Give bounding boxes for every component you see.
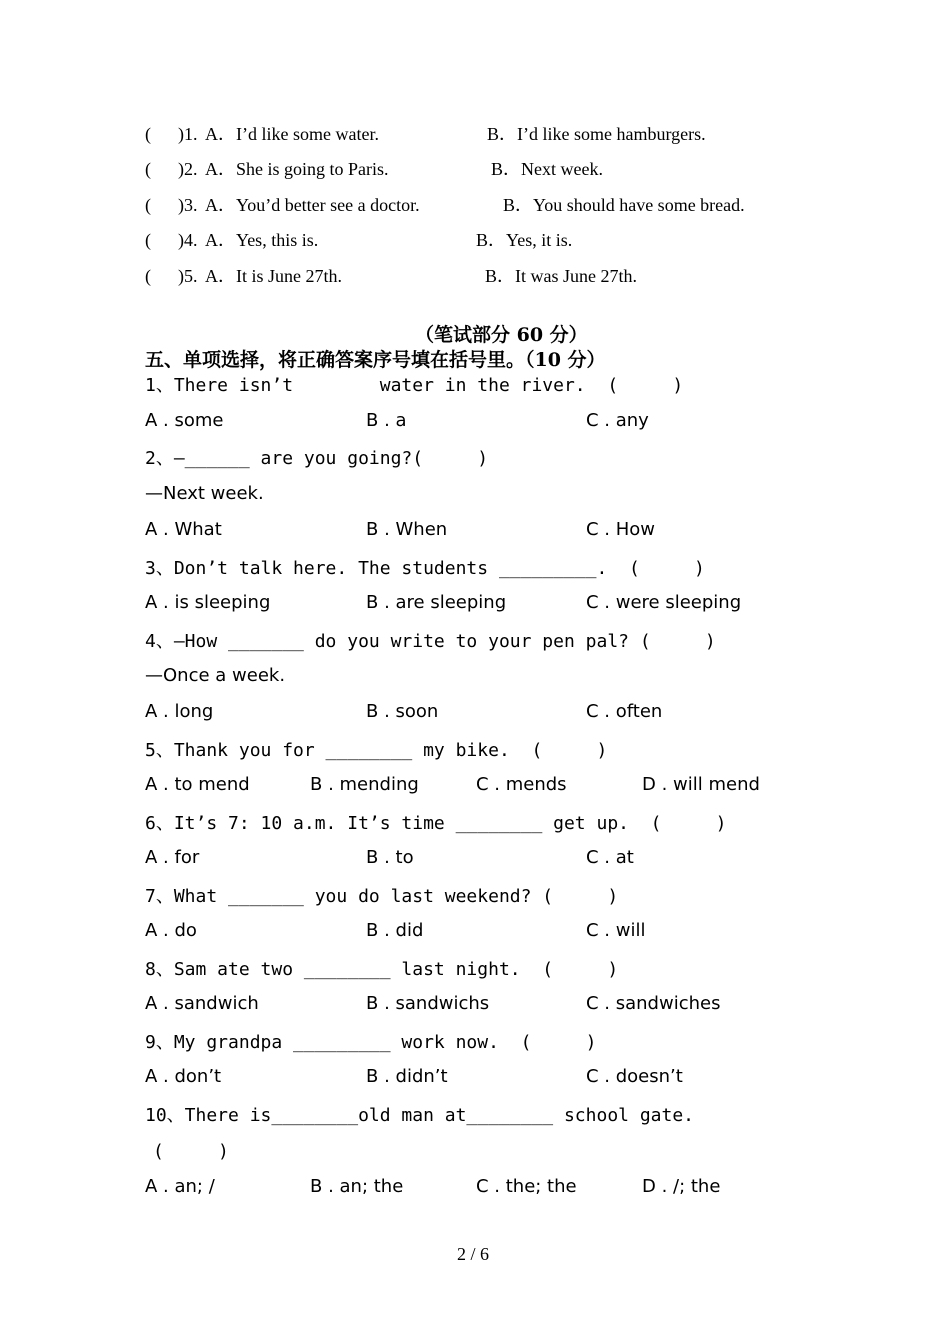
question-text: 8、Sam ate two ________ last night. ( ): [145, 959, 619, 980]
option-b: B．I’d like some hamburgers.: [487, 124, 706, 144]
page-number: 2 / 6: [457, 1244, 490, 1264]
option-a: A．It is June 27th.: [205, 266, 342, 286]
answer-line: —Next week.: [145, 483, 264, 504]
answer-line: —Once a week.: [145, 665, 286, 686]
choice-d: D . will mend: [642, 774, 760, 795]
option-b: B．It was June 27th.: [485, 266, 637, 286]
choice-a: A . is sleeping: [145, 592, 271, 613]
answer-paren: ( ): [153, 1141, 229, 1162]
item-number: 2.: [184, 159, 198, 179]
option-b: B．Yes, it is.: [476, 230, 573, 250]
choice-b: B . did: [366, 920, 424, 941]
option-a: A．She is going to Paris.: [205, 159, 389, 179]
choice-a: A . don’t: [145, 1066, 222, 1087]
option-a: A．I’d like some water.: [205, 124, 379, 144]
answer-paren-open: (: [145, 195, 151, 215]
answer-paren-open: (: [145, 230, 151, 250]
question-text: 3、Don’t talk here. The students _________. ( ): [145, 558, 705, 579]
choice-c: C . will: [586, 920, 646, 941]
question-text: 5、Thank you for ________ my bike. ( ): [145, 740, 608, 761]
choice-c: C . at: [586, 847, 634, 868]
choice-a: A . an; /: [145, 1176, 215, 1197]
option-b: B．You should have some bread.: [503, 195, 745, 215]
choice-c: C . How: [586, 519, 656, 540]
question-text: 7、What _______ you do last weekend? ( ): [145, 886, 619, 907]
choice-a: A . What: [145, 519, 222, 540]
answer-paren-close: ): [178, 266, 184, 286]
choice-a: A . do: [145, 920, 197, 941]
written-part-title: （笔试部分 60 分）: [415, 324, 588, 346]
item-number: 4.: [184, 230, 198, 250]
choice-b: B . a: [366, 410, 407, 431]
question-text: 4、—How _______ do you write to your pen pal? ( ): [145, 631, 716, 652]
answer-paren-close: ): [178, 195, 184, 215]
answer-paren-close: ): [178, 159, 184, 179]
question-text: 6、It’s 7: 10 a.m. It’s time ________ get up. ( ): [145, 813, 727, 834]
choice-b: B . sandwichs: [366, 993, 490, 1014]
choice-c: C . mends: [476, 774, 567, 795]
item-number: 3.: [184, 195, 198, 215]
choice-c: C . the; the: [476, 1176, 577, 1197]
option-a: A．You’d better see a doctor.: [205, 195, 420, 215]
choice-c: C . doesn’t: [586, 1066, 683, 1087]
item-number: 1.: [184, 124, 198, 144]
answer-paren-open: (: [145, 266, 151, 286]
choice-c: C . often: [586, 701, 663, 722]
answer-paren-close: ): [178, 230, 184, 250]
choice-d: D . /; the: [642, 1176, 721, 1197]
choice-b: B . mending: [310, 774, 419, 795]
choice-b: B . are sleeping: [366, 592, 507, 613]
choice-b: B . soon: [366, 701, 439, 722]
question-text: 10、There is________old man at________ school gate.: [145, 1105, 695, 1126]
answer-paren-open: (: [145, 159, 151, 179]
choice-c: C . sandwiches: [586, 993, 721, 1014]
section-title: 五、单项选择，将正确答案序号填在括号里。（10 分）: [145, 349, 606, 371]
choice-b: B . an; the: [310, 1176, 404, 1197]
choice-b: B . When: [366, 519, 448, 540]
option-b: B．Next week.: [491, 159, 603, 179]
answer-paren-open: (: [145, 124, 151, 144]
choice-c: C . were sleeping: [586, 592, 742, 613]
choice-a: A . sandwich: [145, 993, 259, 1014]
question-text: 9、My grandpa _________ work now. ( ): [145, 1032, 597, 1053]
choice-a: A . to mend: [145, 774, 250, 795]
answer-paren-close: ): [178, 124, 184, 144]
choice-a: A . for: [145, 847, 200, 868]
choice-a: A . some: [145, 410, 224, 431]
choice-b: B . didn’t: [366, 1066, 448, 1087]
question-text: 2、—______ are you going?( ): [145, 448, 489, 469]
choice-c: C . any: [586, 410, 649, 431]
choice-a: A . long: [145, 701, 214, 722]
question-text: 1、There isn’t water in the river. ( ): [145, 375, 684, 396]
option-a: A．Yes, this is.: [205, 230, 319, 250]
choice-b: B . to: [366, 847, 414, 868]
item-number: 5.: [184, 266, 198, 286]
